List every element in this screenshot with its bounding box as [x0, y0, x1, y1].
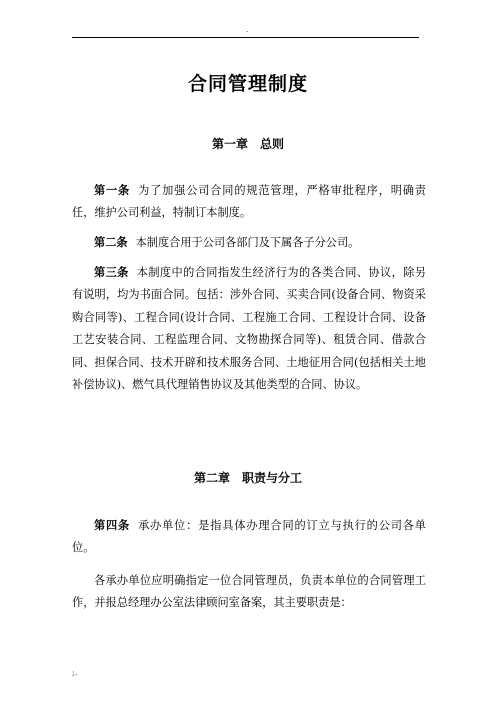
header-rule: [72, 37, 419, 38]
article-3: [72, 262, 426, 396]
article-1-number: 第一条: [94, 184, 131, 197]
header-mark: .: [246, 26, 249, 34]
article-1: [72, 180, 426, 225]
article-2-text: 本制度合用于公司各部门及下属各子分公司。: [135, 236, 360, 249]
chapter-1-heading: 第一章 总则: [211, 137, 284, 151]
footer-mark: ;.: [72, 668, 78, 677]
article-4: [72, 515, 426, 560]
article-3-number: 第三条: [94, 266, 129, 279]
article-4-number: 第四条: [94, 519, 131, 532]
article-2-number: 第二条: [94, 236, 128, 249]
article-2: [72, 232, 426, 254]
chapter-2-paragraph: 各承办单位应明确指定一位合同管理员，负责本单位的合同管理工作，并报总经理办公室法律顾问室备案，其主要职责是：: [72, 574, 426, 610]
chapter-2-heading: 第二章 职责与分工: [193, 471, 302, 485]
article-3-text: 本制度中的合同指发生经济行为的各类合同、协议，除另有说明，均为书面合同。包括：涉外合同、买卖合同(设备合同、物资采购合同等)、工程合同(设计合同、工程施工合同、工程设计合同、设备工艺安装合同、工程监理合同、文物勘探合同等)、租赁合同、借款合同、担保合同、技术开辟和技术服务合同、土地征用合同(包括相关土地补偿协议)、燃气具代理销售协议及其他类型的合同、协议。: [72, 266, 426, 392]
article-1-text: 为了加强公司合同的规范管理，严格审批程序，明确责任，维护公司利益，特制订本制度。: [72, 184, 426, 220]
article-4-text: 承办单位：是指具体办理合同的订立与执行的公司各单位。: [72, 519, 426, 555]
document-title: 合同管理制度: [187, 73, 308, 95]
